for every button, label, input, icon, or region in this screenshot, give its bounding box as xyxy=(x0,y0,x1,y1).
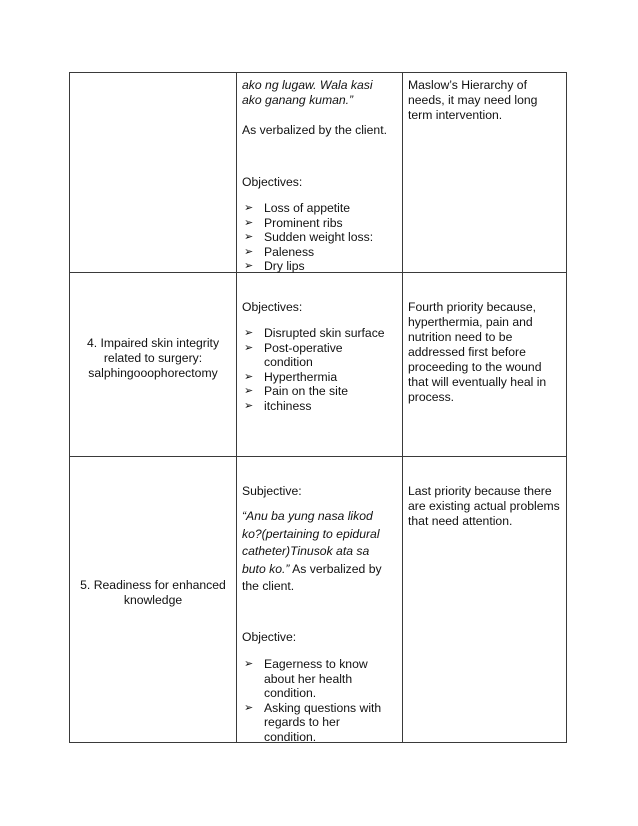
diagnosis-cell: 4. Impaired skin integrity related to surgery: salphingooophorectomy xyxy=(86,336,220,380)
objectives-list xyxy=(244,201,399,274)
subjective-label: Subjective: xyxy=(242,484,302,498)
objectives-label: Objectives: xyxy=(242,175,303,189)
objective-label: Objective: xyxy=(242,630,297,644)
objectives-list xyxy=(244,657,389,745)
list-item: ➢ Asking questions with regards to her condition. xyxy=(244,701,389,745)
subjective-quote: “Anu ba yung nasa likod ko?(pertaining to epidural catheter)Tinusok ata sa buto ko.” xyxy=(242,509,380,576)
list-item: ➢ Prominent ribs xyxy=(244,216,399,231)
list-item: ➢ itchiness xyxy=(244,399,389,414)
list-item: ➢ Sudden weight loss: xyxy=(244,230,399,245)
objectives-list xyxy=(244,326,389,414)
list-item: ➢ Paleness xyxy=(244,245,399,260)
verbalized-note: As verbalized by the client. xyxy=(242,123,387,137)
rationale-cell: Last priority because there are existing actual problems that need attention. xyxy=(408,484,560,528)
list-item: ➢ Disrupted skin surface xyxy=(244,326,389,341)
list-item: ➢ Hyperthermia xyxy=(244,370,389,385)
rationale-cell: Fourth priority because, hyperthermia, pain and nutrition need to be addressed first before proceeding to the wound that will eventually heal in process. xyxy=(408,300,547,404)
objectives-label: Objectives: xyxy=(242,300,303,314)
care-plan-table xyxy=(69,72,567,743)
verbalized-note: As verbalized by the client. xyxy=(242,561,382,593)
list-item: ➢ Dry lips xyxy=(244,259,399,274)
subjective-quote-continued: ako ng lugaw. Wala kasi ako ganang kuman.” xyxy=(242,78,373,107)
column-divider xyxy=(236,73,237,742)
list-item: ➢ Pain on the site xyxy=(244,384,389,399)
row-divider xyxy=(70,456,566,457)
column-divider xyxy=(402,73,403,742)
subjective-statement xyxy=(242,508,394,596)
list-item: ➢ Eagerness to know about her health condition. xyxy=(244,657,389,701)
diagnosis-cell: 5. Readiness for enhanced knowledge xyxy=(80,578,226,607)
list-item: ➢ Post-operative condition xyxy=(244,341,389,370)
list-item: ➢ Loss of appetite xyxy=(244,201,399,216)
rationale-cell: Maslow’s Hierarchy of needs, it may need long term intervention. xyxy=(408,78,538,122)
